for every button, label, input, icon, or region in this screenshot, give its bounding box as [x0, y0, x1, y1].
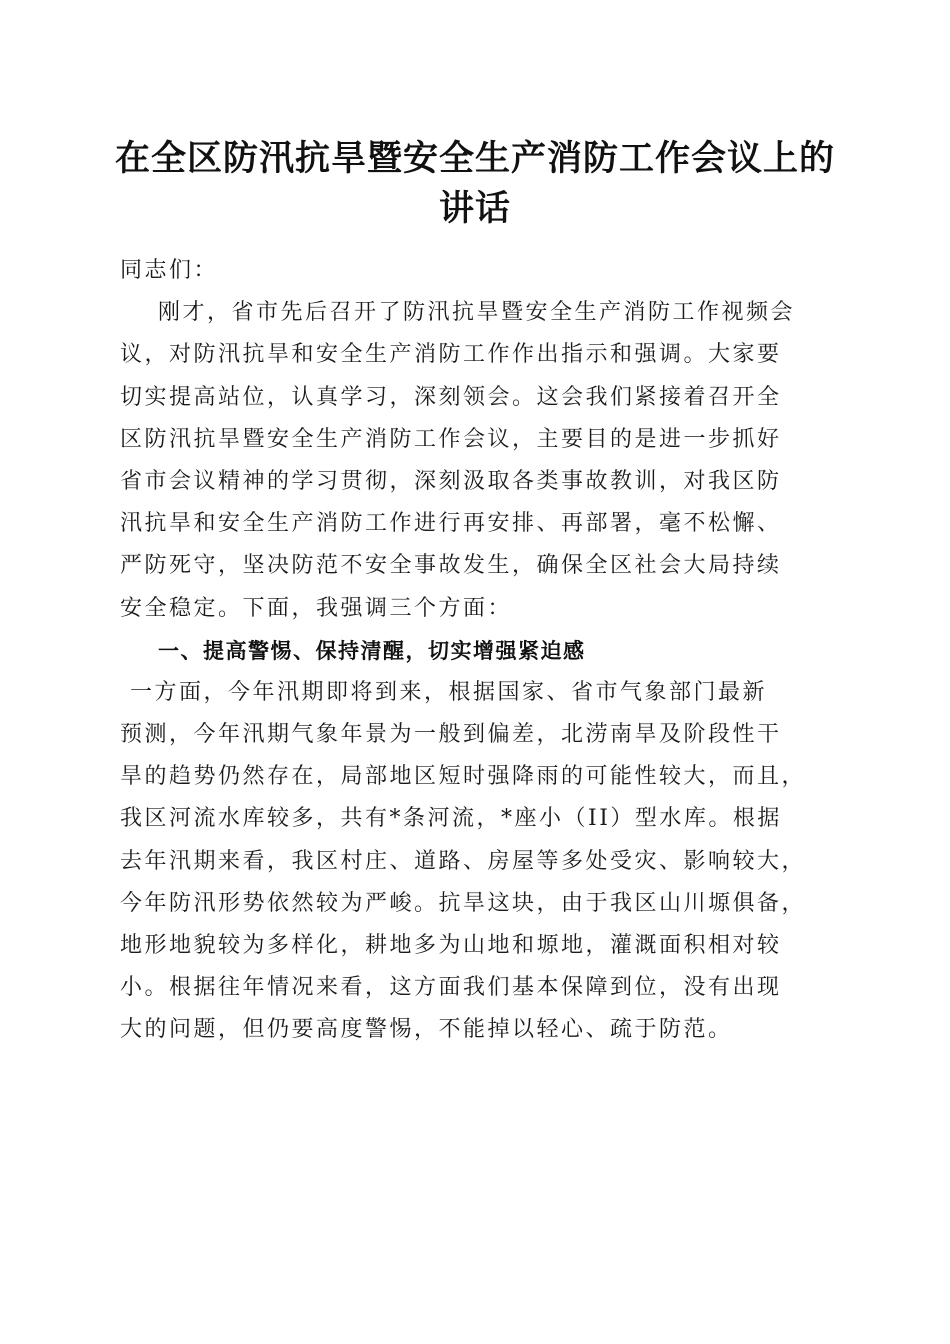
paragraph-line: 预测，今年汛期气象年景为一般到偏差，北涝南旱及阶段性干 [120, 722, 782, 748]
title-line-1: 在全区防汛抗旱暨安全生产消防工作会议上的 [114, 138, 835, 179]
paragraph-1 [120, 292, 835, 630]
paragraph-line: 省市会议精神的学习贯彻，深刻汲取各类事故教训，对我区防 [120, 468, 782, 494]
paragraph-line: 议，对防汛抗旱和安全生产消防工作作出指示和强调。大家要 [120, 342, 782, 368]
document-title [110, 134, 840, 234]
title-line-2: 讲话 [438, 188, 511, 229]
paragraph-line: 大的问题，但仍要高度警惕，不能掉以轻心、疏于防范。 [120, 1017, 733, 1043]
document-body [120, 250, 835, 1052]
section-heading: 一、提高警惕、保持清醒，切实增强紧迫感 [158, 638, 586, 663]
paragraph-line: 一方面，今年汛期即将到来，根据国家、省市气象部门最新 [130, 679, 768, 705]
paragraph-2 [120, 672, 835, 1052]
paragraph-line: 切实提高站位，认真学习，深刻领会。这会我们紧接着召开全 [120, 384, 782, 410]
paragraph-line: 旱的趋势仍然存在，局部地区短时强降雨的可能性较大，而且， [120, 764, 807, 790]
paragraph-line: 刚才，省市先后召开了防汛抗旱暨安全生产消防工作视频会 [158, 300, 796, 326]
paragraph-line: 我区河流水库较多，共有*条河流，*座小（II）型水库。根据 [120, 806, 782, 832]
paragraph-line: 今年防汛形势依然较为严峻。抗旱这块，由于我区山川塬俱备， [120, 890, 807, 916]
paragraph-line: 地形地貌较为多样化，耕地多为山地和塬地，灌溉面积相对较 [120, 933, 782, 958]
paragraph-line: 严防死守，坚决防范不安全事故发生，确保全区社会大局持续 [120, 553, 782, 579]
paragraph-line: 区防汛抗旱暨安全生产消防工作会议，主要目的是进一步抓好 [120, 426, 782, 452]
paragraph-line: 汛抗旱和安全生产消防工作进行再安排、再部署，毫不松懈、 [120, 511, 782, 537]
paragraph-line: 去年汛期来看，我区村庄、道路、房屋等多处受灾、影响较大， [120, 848, 807, 874]
salutation: 同志们： [120, 258, 219, 283]
paragraph-line: 安全稳定。下面，我强调三个方面： [120, 595, 513, 621]
paragraph-line: 小。根据往年情况来看，这方面我们基本保障到位，没有出现 [120, 975, 782, 1001]
